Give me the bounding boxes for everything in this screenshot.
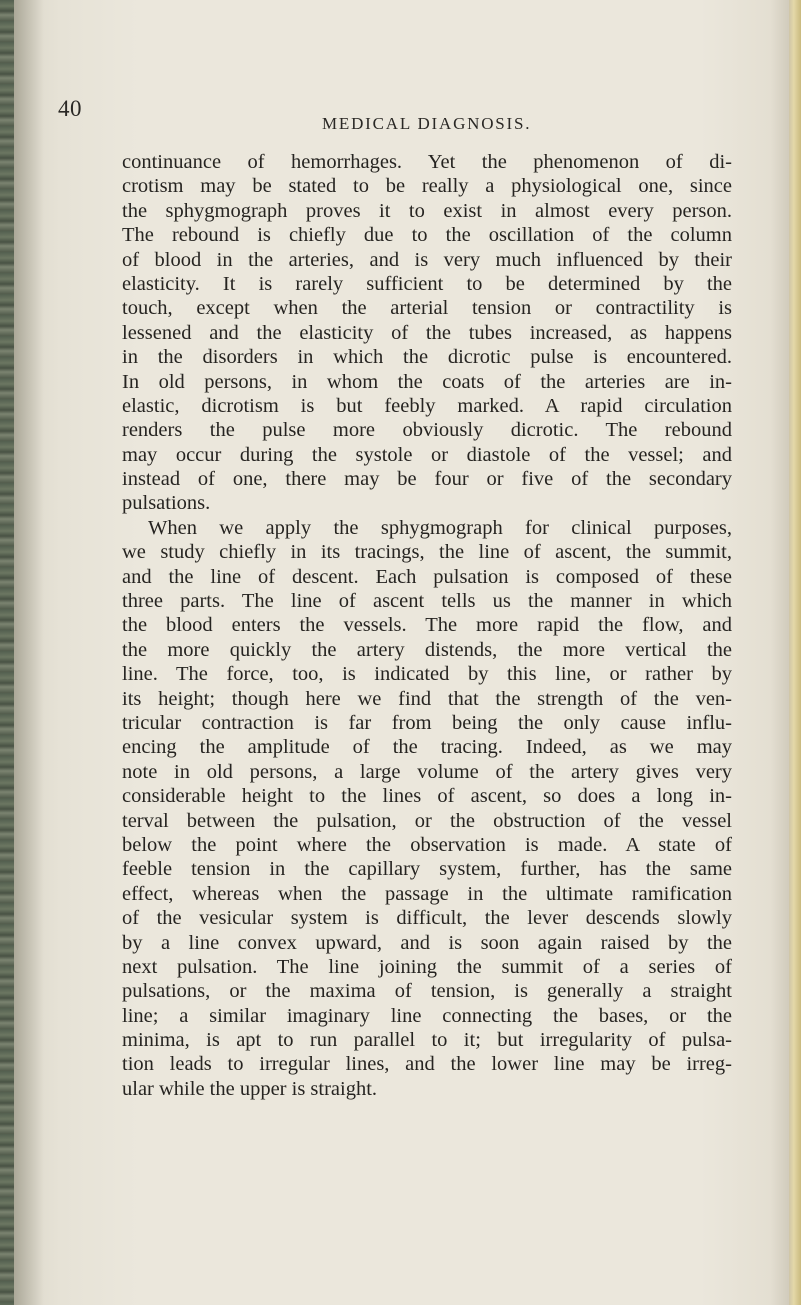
text-line: encing the amplitude of the tracing. Indeed, as we may — [122, 736, 732, 759]
page-number: 40 — [58, 96, 82, 121]
text-line: instead of one, there may be four or five of the secondary — [122, 468, 732, 491]
text-line: effect, whereas when the passage in the ultimate ramification — [122, 882, 732, 905]
text-line: in the disorders in which the dicrotic pulse is encountered. — [122, 346, 732, 369]
text-line: minima, is apt to run parallel to it; but irregularity of pulsa- — [122, 1029, 732, 1052]
text-line: tricular contraction is far from being the only cause influ- — [122, 711, 732, 734]
page-edge — [789, 0, 801, 1305]
text-line: touch, except when the arterial tension or contractility is — [122, 297, 732, 320]
text-line: may occur during the systole or diastole of the vessel; and — [122, 443, 732, 466]
text-line: line; a similar imaginary line connecting the bases, or the — [122, 1004, 732, 1027]
text-line: line. The force, too, is indicated by this line, or rather by — [122, 663, 732, 686]
text-line: considerable height to the lines of ascent, so does a long in- — [122, 785, 732, 808]
text-line: next pulsation. The line joining the summit of a series of — [122, 955, 732, 978]
text-line: crotism may be stated to be really a physiological one, since — [122, 175, 732, 198]
paragraph-1 — [122, 150, 732, 516]
body-text — [122, 150, 732, 1101]
text-line: the more quickly the artery distends, the more vertical the — [122, 638, 732, 661]
text-line: tion leads to irregular lines, and the lower line may be irreg- — [122, 1053, 732, 1076]
text-line: ular while the upper is straight. — [122, 1077, 378, 1100]
text-line: continuance of hemorrhages. Yet the phenomenon of di- — [122, 151, 732, 173]
text-line: lessened and the elasticity of the tubes increased, as happens — [122, 321, 732, 344]
text-line: elasticity. It is rarely sufficient to be determined by the — [122, 272, 732, 295]
text-line: and the line of descent. Each pulsation is composed of these — [122, 565, 732, 588]
text-line: In old persons, in whom the coats of the arteries are in- — [122, 370, 732, 393]
text-line: elastic, dicrotism is but feebly marked. A rapid circulation — [122, 394, 732, 417]
text-line: three parts. The line of ascent tells us the manner in which — [122, 590, 732, 613]
running-head: MEDICAL DIAGNOSIS. — [322, 114, 532, 133]
text-line: of blood in the arteries, and is very much influenced by their — [122, 248, 732, 271]
text-line: pulsations. — [122, 492, 211, 515]
text-line: by a line convex upward, and is soon again raised by the — [122, 931, 732, 954]
text-line: terval between the pulsation, or the obstruction of the vessel — [122, 809, 732, 832]
text-line: The rebound is chiefly due to the oscillation of the column — [122, 224, 732, 247]
text-line: of the vesicular system is difficult, the lever descends slowly — [122, 907, 732, 930]
paragraph-2 — [122, 516, 732, 1101]
text-line: note in old persons, a large volume of the artery gives very — [122, 760, 732, 783]
text-line: its height; though here we find that the strength of the ven- — [122, 687, 732, 710]
binding-edge — [0, 0, 14, 1305]
text-line: pulsations, or the maxima of tension, is generally a straight — [122, 980, 732, 1003]
text-line: renders the pulse more obviously dicrotic. The rebound — [122, 419, 732, 442]
text-line: below the point where the observation is made. A state of — [122, 833, 732, 856]
text-line: we study chiefly in its tracings, the line of ascent, the summit, — [122, 541, 732, 564]
text-line: the blood enters the vessels. The more rapid the flow, and — [122, 614, 732, 637]
text-line: the sphygmograph proves it to exist in almost every person. — [122, 199, 732, 222]
text-line: feeble tension in the capillary system, further, has the same — [122, 858, 732, 881]
gutter-shadow — [14, 0, 44, 1305]
text-line: When we apply the sphygmograph for clinical purposes, — [148, 516, 732, 539]
